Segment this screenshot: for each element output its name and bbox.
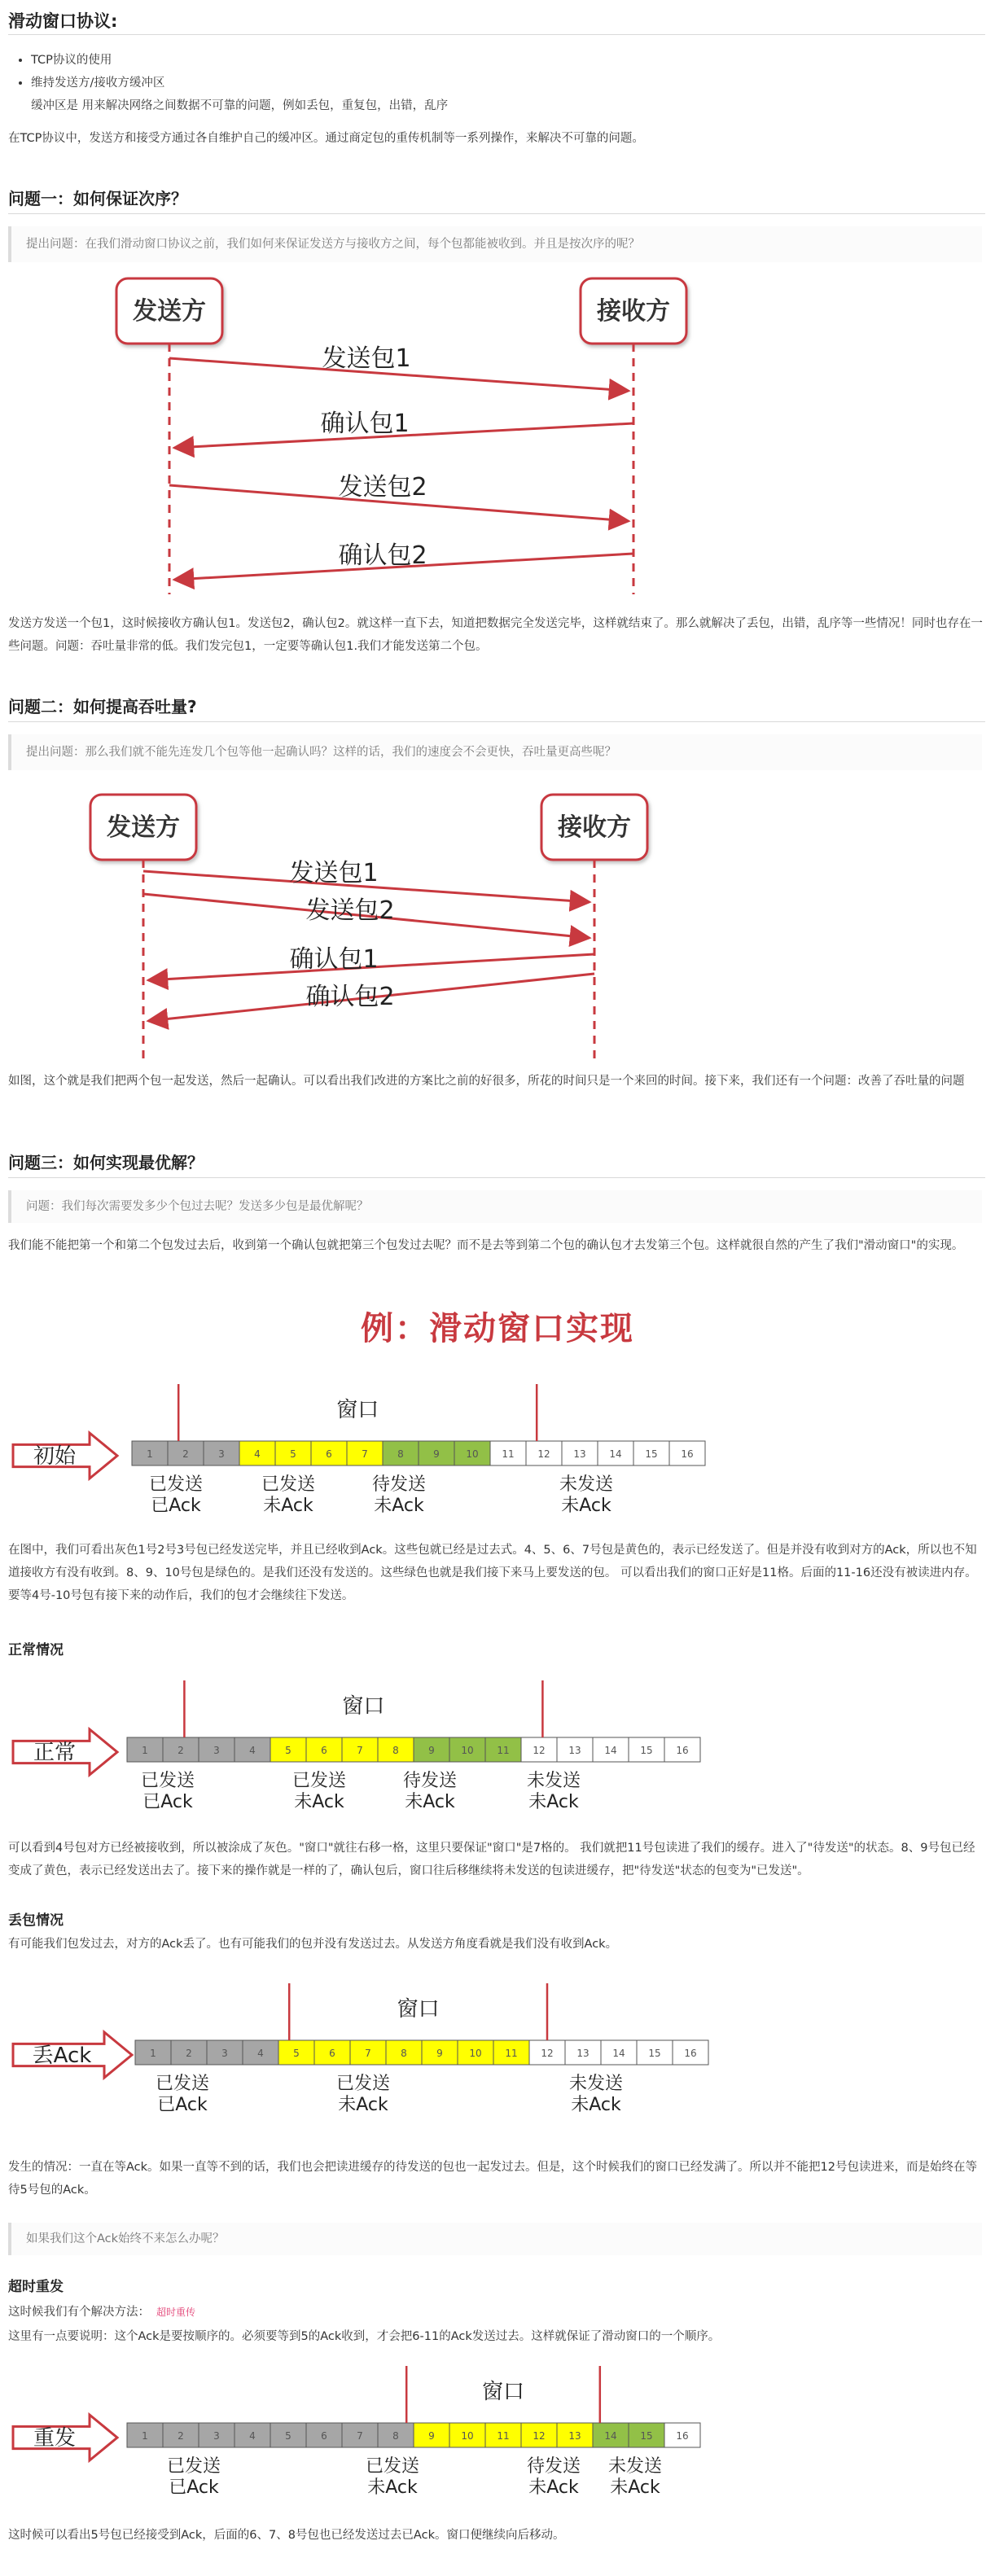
packet-number: 5 xyxy=(285,1745,291,1756)
packet-number: 10 xyxy=(461,2430,474,2442)
packet-number: 7 xyxy=(365,2048,371,2059)
state-label: 已Ack xyxy=(157,2095,208,2115)
timeout-retransmit-tag[interactable]: 超时重传 xyxy=(156,2307,196,2318)
timeout-paragraph: 这时候可以看出5号包已经接受到Ack，后面的6、7、8号包也已经发送过去已Ack。窗口便继续向后移动。 xyxy=(8,2529,565,2542)
packet-number: 14 xyxy=(609,1448,622,1460)
packet-number: 5 xyxy=(290,1448,296,1460)
state-label: 未Ack xyxy=(528,2477,579,2498)
state-label: 未Ack xyxy=(263,1496,313,1516)
state-label: 未Ack xyxy=(528,1792,579,1812)
q3-paragraph: 我们能不能把第一个和第二个包发过去后，收到第一个确认包就把第三个包发过去呢？而不是去等到第二个包的确认包才去发第三个包。这样就很自然的产生了我们"滑动窗口"的实现。 xyxy=(8,1239,964,1252)
packet-number: 15 xyxy=(648,2048,661,2059)
state-label: 已发送 xyxy=(291,1771,347,1791)
packet-number: 6 xyxy=(329,2048,335,2059)
stage-arrow-label: 丢Ack xyxy=(32,2044,92,2068)
packet-number: 14 xyxy=(604,1745,617,1756)
packet-number: 1 xyxy=(150,2048,156,2059)
state-label: 未发送 xyxy=(568,2074,624,2094)
packet-number: 3 xyxy=(213,1745,220,1756)
packet-number: 9 xyxy=(428,2430,435,2442)
message-label: 确认包2 xyxy=(338,541,427,570)
packet-number: 4 xyxy=(254,1448,261,1460)
packet-number: 5 xyxy=(293,2048,300,2059)
bullet-sub-text: 缓冲区是 用来解决网络之间数据不可靠的问题，例如丢包，重复包，出错，乱序 xyxy=(31,99,449,112)
normal-heading: 正常情况 xyxy=(8,1642,64,1658)
packet-number: 4 xyxy=(249,2430,256,2442)
packet-number: 15 xyxy=(640,2430,653,2442)
packet-number: 5 xyxy=(285,2430,291,2442)
normal-paragraph: 可以看到4号包对方已经被接收到，所以被涂成了灰色。"窗口"就往右移一格，这里只要保证"窗口"是7格的。 我们就把11号包读进了我们的缓存。进入了"待发送"的状态。8、9号包已经变成了黄色，表示已经发送出去了。接下来的操作就是一样的了，确认包后，窗口往后移继续将未发送的包读进缓存，把"待发送"状态的包变为"已发送"。 xyxy=(8,1842,975,1877)
window-diagram-resend xyxy=(0,2374,995,2521)
initial-paragraph: 在图中，我们可看出灰色1号2号3号包已经发送完毕，并且已经收到Ack。这些包就已经是过去式。4、5、6、7号包是黄色的，表示已经发送了。但是并没有收到对方的Ack，所以也不知道接收方有没有收到。8、9、10号包是绿色的。是我们还没有发送的。这些绿色也就是我们接下来马上要发送的包。 可以看出我们的窗口正好是11格。后面的11-16还没有被读进内存。要等4号-10号包有接下来的动作后，我们的包才会继续往下发送。 xyxy=(8,1544,977,1602)
packet-number: 2 xyxy=(178,1745,184,1756)
example-title: 例：滑动窗口实现 xyxy=(361,1310,634,1347)
packet-number: 6 xyxy=(321,1745,327,1756)
page-title: 滑动窗口协议: xyxy=(8,11,118,31)
intro-paragraph: 在TCP协议中，发送方和接受方通过各自维护自己的缓冲区。通过商定包的重传机制等一系列操作，来解决不可靠的问题。 xyxy=(8,132,644,145)
state-label: 未Ack xyxy=(610,2477,660,2498)
packet-number: 14 xyxy=(604,2430,617,2442)
intro-bullets xyxy=(11,49,164,94)
sender-node xyxy=(90,795,196,860)
packet-number: 16 xyxy=(676,1745,689,1756)
sequence-diagram-1 xyxy=(0,269,995,611)
packet-number: 6 xyxy=(326,1448,332,1460)
state-label: 未Ack xyxy=(294,1792,344,1812)
packet-number: 4 xyxy=(257,2048,264,2059)
q3-quote: 问题：我们每次需要发多少个包过去呢？发送多少包是最优解呢？ xyxy=(8,1190,982,1223)
packet-number: 6 xyxy=(321,2430,327,2442)
packet-number: 10 xyxy=(469,2048,482,2059)
packet-number: 11 xyxy=(505,2048,518,2059)
packet-number: 14 xyxy=(612,2048,625,2059)
loss-quote: 如果我们这个Ack始终不来怎么办呢？ xyxy=(8,2223,982,2255)
receiver-node-label: 接收方 xyxy=(558,813,631,842)
packet-number: 11 xyxy=(497,1745,510,1756)
packet-number: 7 xyxy=(362,1448,368,1460)
window-label: 窗口 xyxy=(336,1398,379,1422)
packet-number: 3 xyxy=(218,1448,225,1460)
window-diagram-normal xyxy=(0,1689,995,1835)
packet-number: 1 xyxy=(142,2430,148,2442)
sender-node-label: 发送方 xyxy=(107,813,180,842)
message-label: 发送包2 xyxy=(338,473,427,502)
state-label: 已Ack xyxy=(169,2477,219,2498)
packet-number: 10 xyxy=(466,1448,479,1460)
q2-divider xyxy=(8,721,985,722)
packet-number: 12 xyxy=(533,1745,546,1756)
packet-number: 11 xyxy=(497,2430,510,2442)
packet-number: 1 xyxy=(142,1745,148,1756)
receiver-node xyxy=(581,278,686,344)
sequence-diagram-2 xyxy=(0,782,995,1062)
packet-number: 8 xyxy=(397,1448,404,1460)
q2-paragraph: 如图，这个就是我们把两个包一起发送，然后一起确认。可以看出我们改进的方案比之前的好很多，所花的时间只是一个来回的时间。接下来，我们还有一个问题：改善了吞吐量的问题 xyxy=(8,1075,965,1088)
q1-quote: 提出问题：在我们滑动窗口协议之前，我们如何来保证发送方与接收方之间，每个包都能被收到。并且是按次序的呢？ xyxy=(8,226,982,262)
loss-intro: 有可能我们包发过去，对方的Ack丢了。也有可能我们的包并没有发送过去。从发送方角度看就是我们没有收到Ack。 xyxy=(8,1938,618,1951)
bullet-tcp: • TCP协议的使用 xyxy=(31,49,164,72)
timeout-intro-text: 这时候我们有个解决方法： xyxy=(8,2306,150,2319)
stage-arrow-label: 正常 xyxy=(33,1741,77,1765)
packet-number: 9 xyxy=(433,1448,440,1460)
timeout-intro xyxy=(8,2301,985,2324)
packet-number: 16 xyxy=(681,1448,694,1460)
state-label: 已发送 xyxy=(155,2074,210,2094)
state-label: 未Ack xyxy=(561,1496,611,1516)
packet-number: 7 xyxy=(357,2430,363,2442)
state-label: 未发送 xyxy=(607,2456,663,2477)
message-label: 发送包1 xyxy=(322,344,411,373)
packet-number: 13 xyxy=(573,1448,586,1460)
state-label: 待发送 xyxy=(526,2456,581,2477)
state-label: 已发送 xyxy=(140,1771,195,1791)
packet-number: 15 xyxy=(645,1448,658,1460)
state-label: 已Ack xyxy=(142,1792,193,1812)
packet-number: 12 xyxy=(541,2048,554,2059)
packet-number: 13 xyxy=(568,2430,581,2442)
receiver-node-label: 接收方 xyxy=(597,297,670,326)
receiver-node xyxy=(541,795,647,860)
packet-number: 2 xyxy=(178,2430,184,2442)
state-label: 已发送 xyxy=(335,2074,391,2094)
state-label: 未Ack xyxy=(367,2477,418,2498)
packet-number: 3 xyxy=(213,2430,220,2442)
state-label: 未Ack xyxy=(571,2095,621,2115)
state-label: 未Ack xyxy=(374,1496,424,1516)
message-label: 发送包1 xyxy=(289,859,379,887)
packet-number: 8 xyxy=(392,2430,399,2442)
message-label: 发送包2 xyxy=(305,896,395,925)
message-label: 确认包2 xyxy=(305,983,395,1011)
packet-number: 15 xyxy=(640,1745,653,1756)
timeout-order-note: 这里有一点要说明：这个Ack是要按顺序的。必须要等到5的Ack收到，才会把6-11的Ack发送过去。这样就保证了滑动窗口的一个顺序。 xyxy=(8,2330,721,2343)
loss-heading: 丢包情况 xyxy=(8,1912,64,1929)
state-label: 未发送 xyxy=(559,1474,614,1495)
q3-heading: 问题三：如何实现最优解？ xyxy=(8,1153,204,1172)
packet-number: 12 xyxy=(533,2430,546,2442)
window-label: 窗口 xyxy=(397,1997,440,2022)
packet-number: 8 xyxy=(401,2048,407,2059)
state-label: 未发送 xyxy=(526,1771,581,1791)
state-label: 已发送 xyxy=(148,1474,204,1495)
packet-number: 16 xyxy=(676,2430,689,2442)
stage-arrow-label: 重发 xyxy=(33,2426,77,2451)
packet-number: 2 xyxy=(186,2048,192,2059)
q1-paragraph: 发送方发送一个包1，这时候接收方确认包1。发送包2，确认包2。就这样一直下去，知道把数据完全发送完毕，这样就结束了。那么就解决了丢包，出错，乱序等一些情况！同时也存在一些问题。问题：吞吐量非常的低。我们发完包1，一定要等确认包1.我们才能发送第二个包。 xyxy=(8,617,983,653)
state-label: 已发送 xyxy=(166,2456,221,2477)
packet-number: 4 xyxy=(249,1745,256,1756)
q2-quote: 提出问题：那么我们就不能先连发几个包等他一起确认吗？这样的话，我们的速度会不会更快，吞吐量更高些呢？ xyxy=(8,734,982,770)
message-label: 确认包1 xyxy=(320,410,410,438)
packet-number: 2 xyxy=(182,1448,189,1460)
packet-number: 12 xyxy=(537,1448,550,1460)
state-label: 已Ack xyxy=(151,1496,201,1516)
window-label: 窗口 xyxy=(481,2380,525,2404)
packet-number: 3 xyxy=(221,2048,228,2059)
packet-number: 13 xyxy=(576,2048,590,2059)
q2-heading: 问题二：如何提高吞吐量? xyxy=(8,697,197,716)
state-label: 未Ack xyxy=(338,2095,388,2115)
message-label: 确认包1 xyxy=(289,945,379,974)
packet-number: 9 xyxy=(436,2048,443,2059)
timeout-heading: 超时重发 xyxy=(8,2279,64,2295)
sender-node xyxy=(116,278,222,344)
state-label: 已发送 xyxy=(365,2456,420,2477)
loss-paragraph: 发生的情况：一直在等Ack。如果一直等不到的话，我们也会把读进缓存的待发送的包也一起发过去。但是，这个时候我们的窗口已经发满了。所以并不能把12号包读进来，而是始终在等待5号包的Ack。 xyxy=(8,2161,977,2197)
state-label: 已发送 xyxy=(261,1474,316,1495)
state-label: 未Ack xyxy=(405,1792,455,1812)
window-diagram-lost-ack xyxy=(0,1991,995,2138)
packet-number: 10 xyxy=(461,1745,474,1756)
q1-heading: 问题一：如何保证次序？ xyxy=(8,189,187,208)
bullet-buffer: • 维持发送方/接收方缓冲区 xyxy=(31,72,164,94)
q1-divider xyxy=(8,213,985,214)
packet-number: 13 xyxy=(568,1745,581,1756)
packet-number: 7 xyxy=(357,1745,363,1756)
title-divider xyxy=(8,34,985,35)
state-label: 待发送 xyxy=(402,1771,458,1791)
state-label: 待发送 xyxy=(371,1474,427,1495)
packet-number: 9 xyxy=(428,1745,435,1756)
packet-number: 1 xyxy=(147,1448,153,1460)
packet-number: 16 xyxy=(684,2048,697,2059)
packet-number: 8 xyxy=(392,1745,399,1756)
window-diagram-initial xyxy=(0,1376,995,1539)
sender-node-label: 发送方 xyxy=(133,297,206,326)
packet-number: 11 xyxy=(502,1448,515,1460)
q3-divider xyxy=(8,1177,985,1178)
window-label: 窗口 xyxy=(342,1694,385,1719)
stage-arrow-label: 初始 xyxy=(33,1444,77,1469)
